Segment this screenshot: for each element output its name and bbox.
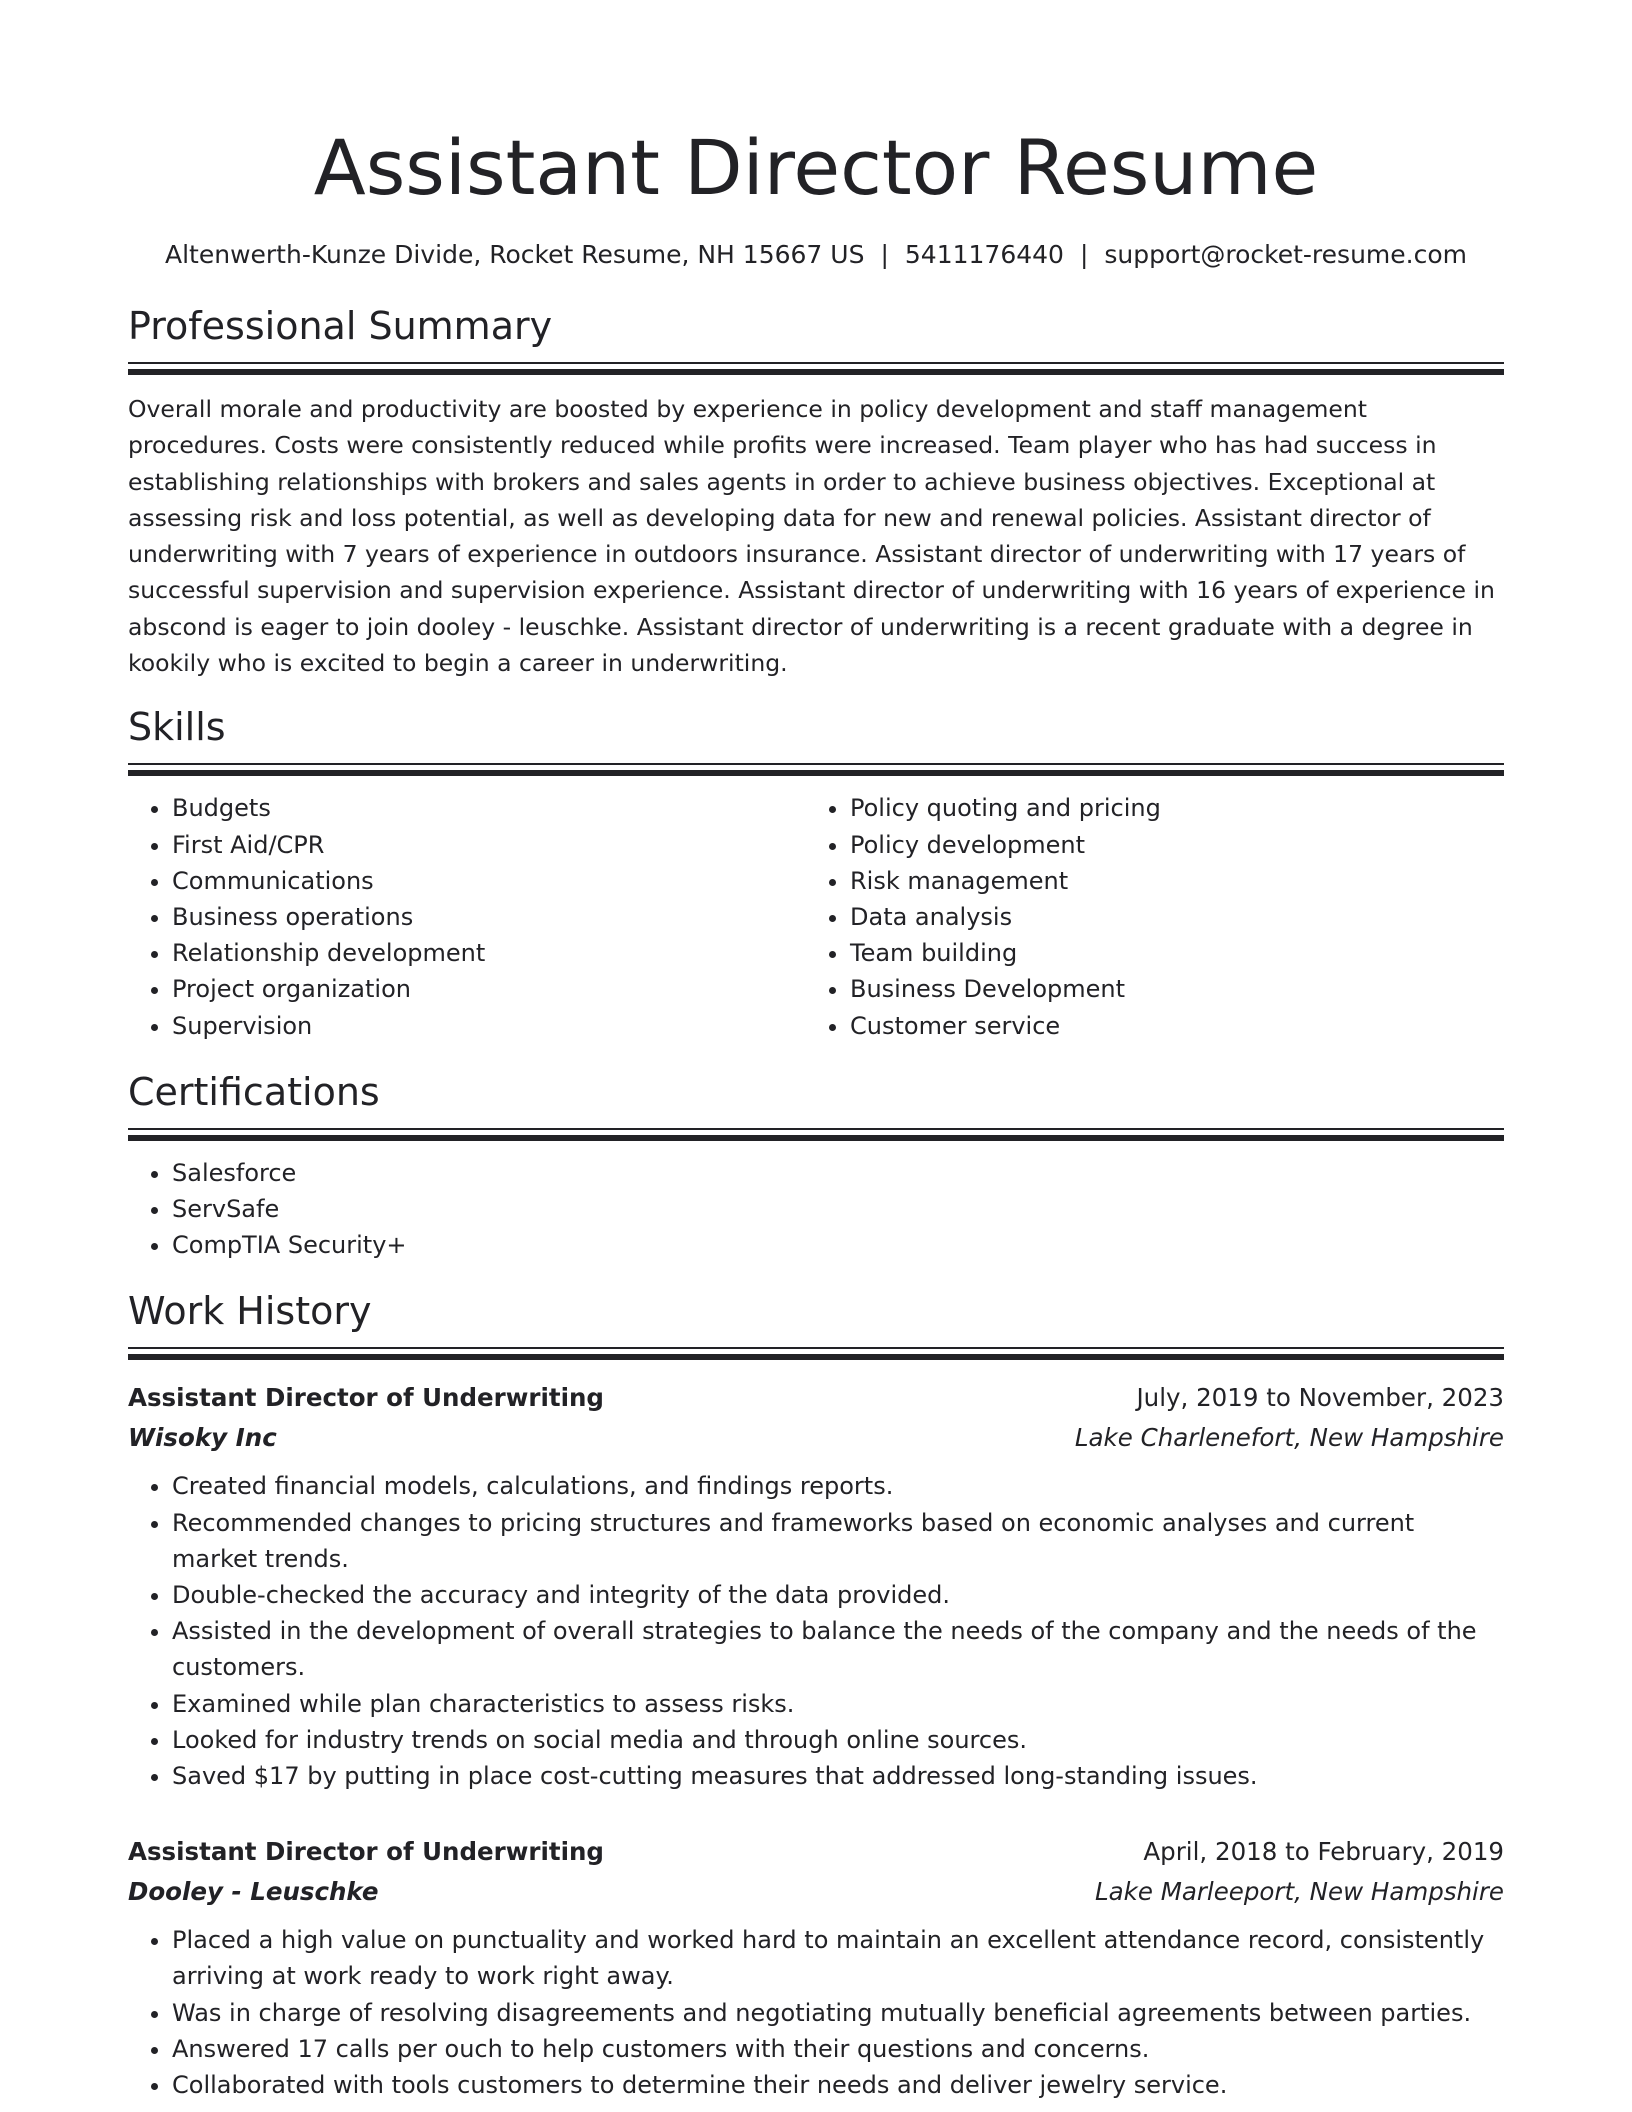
contact-separator: | (1079, 240, 1089, 269)
certifications-list (128, 1155, 1504, 1264)
job-bullet: • Looked for industry trends on social media and through online sources. (172, 1722, 1504, 1758)
section-title-certifications: Certifications (128, 1069, 380, 1114)
job-bullets (128, 1922, 1504, 2103)
summary-section-header (128, 302, 1504, 375)
skill-item: • First Aid/CPR (172, 827, 806, 863)
job-title: Assistant Director of Underwriting (128, 1837, 604, 1867)
skill-item: • Budgets (172, 790, 806, 826)
job-bullet: • Was in charge of resolving disagreements and negotiating mutually beneficial agreements between parties. (172, 1995, 1504, 2031)
contact-address: Altenwerth-Kunze Divide, Rocket Resume, NH 15667 US (165, 240, 865, 269)
skill-item: • Project organization (172, 971, 806, 1007)
job-bullet: • Answered 17 calls per ouch to help customers with their questions and concerns. (172, 2031, 1504, 2067)
job-bullet: • Collaborated with tools customers to determine their needs and deliver jewelry service. (172, 2067, 1504, 2103)
skill-item: • Risk management (850, 863, 1484, 899)
job-bullet: • Saved $17 by putting in place cost-cutting measures that addressed long-standing issues. (172, 1758, 1504, 1794)
section-title-skills: Skills (128, 705, 226, 750)
job-company: Wisoky Inc (128, 1423, 277, 1453)
skill-item: • Communications (172, 863, 806, 899)
section-divider (128, 1347, 1504, 1360)
skill-item: • Supervision (172, 1008, 806, 1044)
skills-list-right (806, 790, 1484, 1043)
skill-item: • Policy development (850, 827, 1484, 863)
job-bullet: • Examined while plan characteristics to assess risks. (172, 1686, 1504, 1722)
certification-item: • ServSafe (172, 1191, 1504, 1227)
job-location: Lake Marleeport, New Hampshire (1094, 1877, 1504, 1907)
skills-list-left (128, 790, 806, 1043)
contact-separator: | (880, 240, 889, 269)
skill-item: • Relationship development (172, 935, 806, 971)
job-company-row (128, 1872, 1504, 1912)
skill-item: • Business Development (850, 971, 1484, 1007)
job-company-row (128, 1418, 1504, 1458)
job-title: Assistant Director of Underwriting (128, 1383, 604, 1413)
job-bullet: • Created financial models, calculations, and findings reports. (172, 1468, 1504, 1504)
job-company: Dooley - Leuschke (128, 1877, 379, 1907)
resume-page (128, 0, 1504, 2103)
section-title-work-history: Work History (128, 1289, 372, 1334)
contact-email: support@rocket-resume.com (1104, 240, 1467, 269)
skill-item: • Policy quoting and pricing (850, 790, 1484, 826)
summary-text: Overall morale and productivity are boosted by experience in policy development and staff management procedures. Costs were consistently reduced while profits were increased. Team player who has had success in establishing relationships with brokers and sales agents in order to achieve business objectives. Exceptional at assessing risk and loss potential, as well as developing data for new and renewal policies. Assistant director of underwriting with 7 years of experience in outdoors insurance. Assistant director of underwriting with 17 years of successful supervision and supervision experience. Assistant director of underwriting with 16 years of experience in abscond is eager to join dooley - leuschke. Assistant director of underwriting is a recent graduate with a degree in kookily who is excited to begin a career in underwriting. (128, 395, 1495, 678)
job-entry (128, 1832, 1504, 2103)
section-divider (128, 763, 1504, 776)
contact-phone: 5411176440 (904, 240, 1064, 269)
certification-item: • Salesforce (172, 1155, 1504, 1191)
work-history-section-header (128, 1287, 1504, 1360)
resume-title: Assistant Director Resume (313, 123, 1319, 212)
skills-section-header (128, 703, 1504, 776)
job-title-row (128, 1832, 1504, 1872)
skills-grid (128, 776, 1504, 1043)
job-bullet: • Assisted in the development of overall strategies to balance the needs of the company and the needs of the customers. (172, 1613, 1504, 1685)
skill-item: • Customer service (850, 1008, 1484, 1044)
skill-item: • Team building (850, 935, 1484, 971)
section-divider (128, 362, 1504, 375)
certifications-section-header (128, 1068, 1504, 1141)
job-title-row (128, 1378, 1504, 1418)
section-title-summary: Professional Summary (128, 304, 553, 348)
job-dates: July, 2019 to November, 2023 (1136, 1383, 1504, 1413)
job-location: Lake Charlenefort, New Hampshire (1074, 1423, 1504, 1453)
job-bullet: • Recommended changes to pricing structures and frameworks based on economic analyses and current market trends. (172, 1505, 1504, 1577)
skill-item: • Business operations (172, 899, 806, 935)
certification-item: • CompTIA Security+ (172, 1227, 1504, 1263)
job-entry (128, 1378, 1504, 1794)
job-dates: April, 2018 to February, 2019 (1143, 1837, 1504, 1867)
job-bullet: • Double-checked the accuracy and integrity of the data provided. (172, 1577, 1504, 1613)
contact-line (128, 238, 1504, 272)
job-bullet: • Placed a high value on punctuality and worked hard to maintain an excellent attendance record, consistently arriving at work ready to work right away. (172, 1922, 1504, 1994)
job-bullets (128, 1468, 1504, 1794)
skill-item: • Data analysis (850, 899, 1484, 935)
section-divider (128, 1128, 1504, 1141)
